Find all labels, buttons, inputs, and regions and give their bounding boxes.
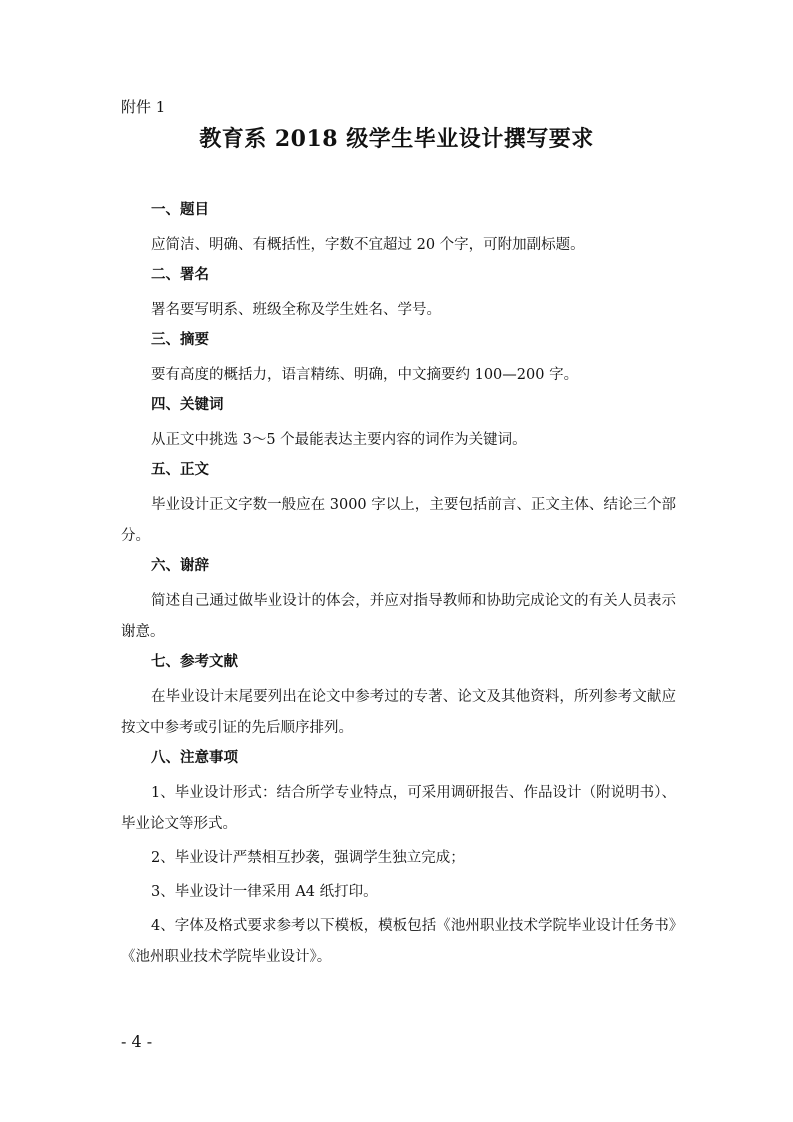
section-heading: 一、题目 bbox=[151, 201, 209, 218]
section-heading: 六、谢辞 bbox=[151, 557, 209, 574]
section-heading: 二、署名 bbox=[151, 266, 209, 283]
section-paragraph: 毕业设计正文字数一般应在 3000 字以上，主要包括前言、正文主体、结论三个部分。 bbox=[121, 497, 676, 544]
attachment-label: 附件 1 bbox=[121, 98, 166, 116]
page-number: - 4 - bbox=[121, 1032, 153, 1051]
section-notes bbox=[121, 747, 676, 973]
section-paragraph: 1、毕业设计形式：结合所学专业特点，可采用调研报告、作品设计（附说明书）、毕业论文等形式。 bbox=[121, 785, 676, 832]
section-heading: 五、正文 bbox=[151, 461, 209, 478]
section-heading: 三、摘要 bbox=[151, 331, 209, 348]
section-paragraph: 2、毕业设计严禁相互抄袭，强调学生独立完成； bbox=[151, 850, 465, 866]
section-paragraph: 要有高度的概括力，语言精练、明确，中文摘要约 100—200 字。 bbox=[151, 367, 579, 383]
section-paragraph: 3、毕业设计一律采用 A4 纸打印。 bbox=[151, 884, 378, 900]
section-paragraph: 从正文中挑选 3～5 个最能表达主要内容的词作为关键词。 bbox=[151, 432, 527, 448]
section-paragraph: 署名要写明系、班级全称及学生姓名、学号。 bbox=[151, 302, 441, 318]
section-topic bbox=[121, 199, 676, 261]
section-signature bbox=[121, 264, 676, 326]
section-paragraph: 应简洁、明确、有概括性，字数不宜超过 20 个字，可附加副标题。 bbox=[151, 237, 585, 253]
section-paragraph: 4、字体及格式要求参考以下模板，模板包括《池州职业技术学院毕业设计任务书》《池州职业技术学院毕业设计》。 bbox=[121, 918, 676, 965]
document-title: 教育系 2018 级学生毕业设计撰写要求 bbox=[199, 126, 594, 152]
section-references bbox=[121, 651, 676, 744]
section-acknowledgements bbox=[121, 555, 676, 648]
section-heading: 八、注意事项 bbox=[151, 749, 238, 766]
document-body bbox=[121, 199, 676, 976]
section-heading: 四、关键词 bbox=[151, 396, 224, 413]
section-paragraph: 简述自己通过做毕业设计的体会，并应对指导教师和协助完成论文的有关人员表示谢意。 bbox=[121, 593, 676, 640]
section-heading: 七、参考文献 bbox=[151, 653, 238, 670]
section-abstract bbox=[121, 329, 676, 391]
section-keywords bbox=[121, 394, 676, 456]
section-paragraph: 在毕业设计末尾要列出在论文中参考过的专著、论文及其他资料，所列参考文献应按文中参考或引证的先后顺序排列。 bbox=[121, 689, 676, 736]
section-main-text bbox=[121, 459, 676, 552]
